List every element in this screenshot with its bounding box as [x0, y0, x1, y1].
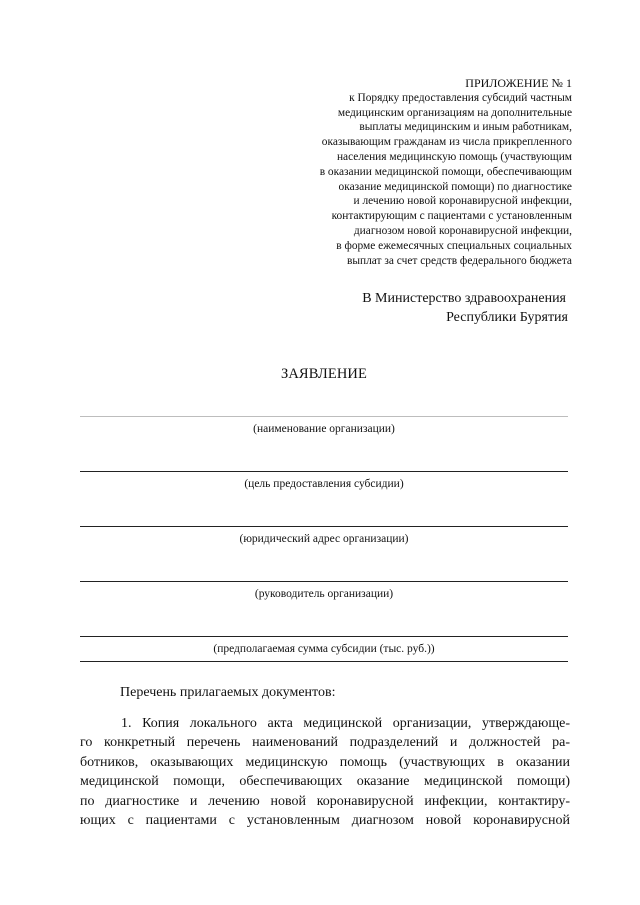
field-underline: [80, 471, 568, 472]
appendix-line: медицинским организациям на дополнительные: [337, 106, 572, 119]
appendix-line: оказание медицинской помощи) по диагностике: [338, 180, 572, 193]
appendix-line: в форме ежемесячных специальных социальных: [336, 239, 572, 252]
subsidy-purpose-field[interactable]: [80, 471, 568, 490]
attachments-heading: Перечень прилагаемых документов:: [120, 685, 336, 700]
field-caption: (цель предоставления субсидии): [244, 478, 404, 490]
appendix-line: оказывающим гражданам из числа прикрепленного: [321, 136, 572, 149]
addressee-line: В Министерство здравоохранения: [362, 291, 566, 306]
document-title: ЗАЯВЛЕНИЕ: [281, 366, 367, 382]
appendix-header: [320, 76, 572, 268]
field-underline: [80, 581, 568, 582]
subsidy-amount-field[interactable]: [80, 636, 568, 655]
field-caption: (предполагаемая сумма субсидии (тыс. руб.)): [213, 643, 435, 655]
addressee-line: Республики Бурятия: [446, 309, 568, 325]
appendix-title: ПРИЛОЖЕНИЕ № 1: [465, 76, 572, 90]
field-caption: (руководитель организации): [254, 588, 394, 600]
field-underline: [80, 416, 568, 417]
appendix-line: контактирующим с пациентами с установленным: [331, 210, 572, 223]
field-underline: [80, 636, 568, 637]
appendix-line: диагнозом новой коронавирусной инфекции,: [353, 224, 572, 237]
attachment-item-1: [80, 714, 570, 830]
field-caption: (наименование организации): [253, 423, 395, 435]
appendix-line: населения медицинскую помощь (участвующим: [336, 150, 572, 163]
appendix-line: выплаты медицинским и иным работникам,: [359, 121, 572, 134]
paragraph-line: медицинской помощи, обеспечивающих оказание медицинской помощи): [80, 774, 570, 790]
field-caption: (юридический адрес организации): [239, 533, 409, 545]
addressee-block: [362, 290, 566, 327]
legal-address-field[interactable]: [80, 526, 568, 545]
paragraph-line: ющих с пациентами с установленным диагнозом новой коронавирусной: [80, 813, 570, 829]
paragraph-line: ботников, оказывающих медицинскую помощь (участвующих в оказании: [80, 754, 570, 770]
appendix-line: в оказании медицинской помощи, обеспечивающим: [319, 165, 572, 178]
organization-head-field[interactable]: [80, 581, 568, 600]
paragraph-line: по диагностике и лечению новой коронавирусной инфекции, контактиру-: [80, 793, 570, 809]
divider: [80, 661, 568, 662]
appendix-line: к Порядку предоставления субсидий частным: [349, 91, 572, 104]
paragraph-line: го конкретный перечень наименований подразделений и должностей ра-: [80, 735, 570, 751]
appendix-line: и лечению новой коронавирусной инфекции,: [353, 195, 572, 208]
field-underline: [80, 526, 568, 527]
paragraph-line: 1. Копия локального акта медицинской организации, утверждающе-: [121, 716, 570, 731]
organization-name-field[interactable]: [80, 416, 568, 435]
appendix-line: выплат за счет средств федерального бюджета: [346, 254, 572, 267]
